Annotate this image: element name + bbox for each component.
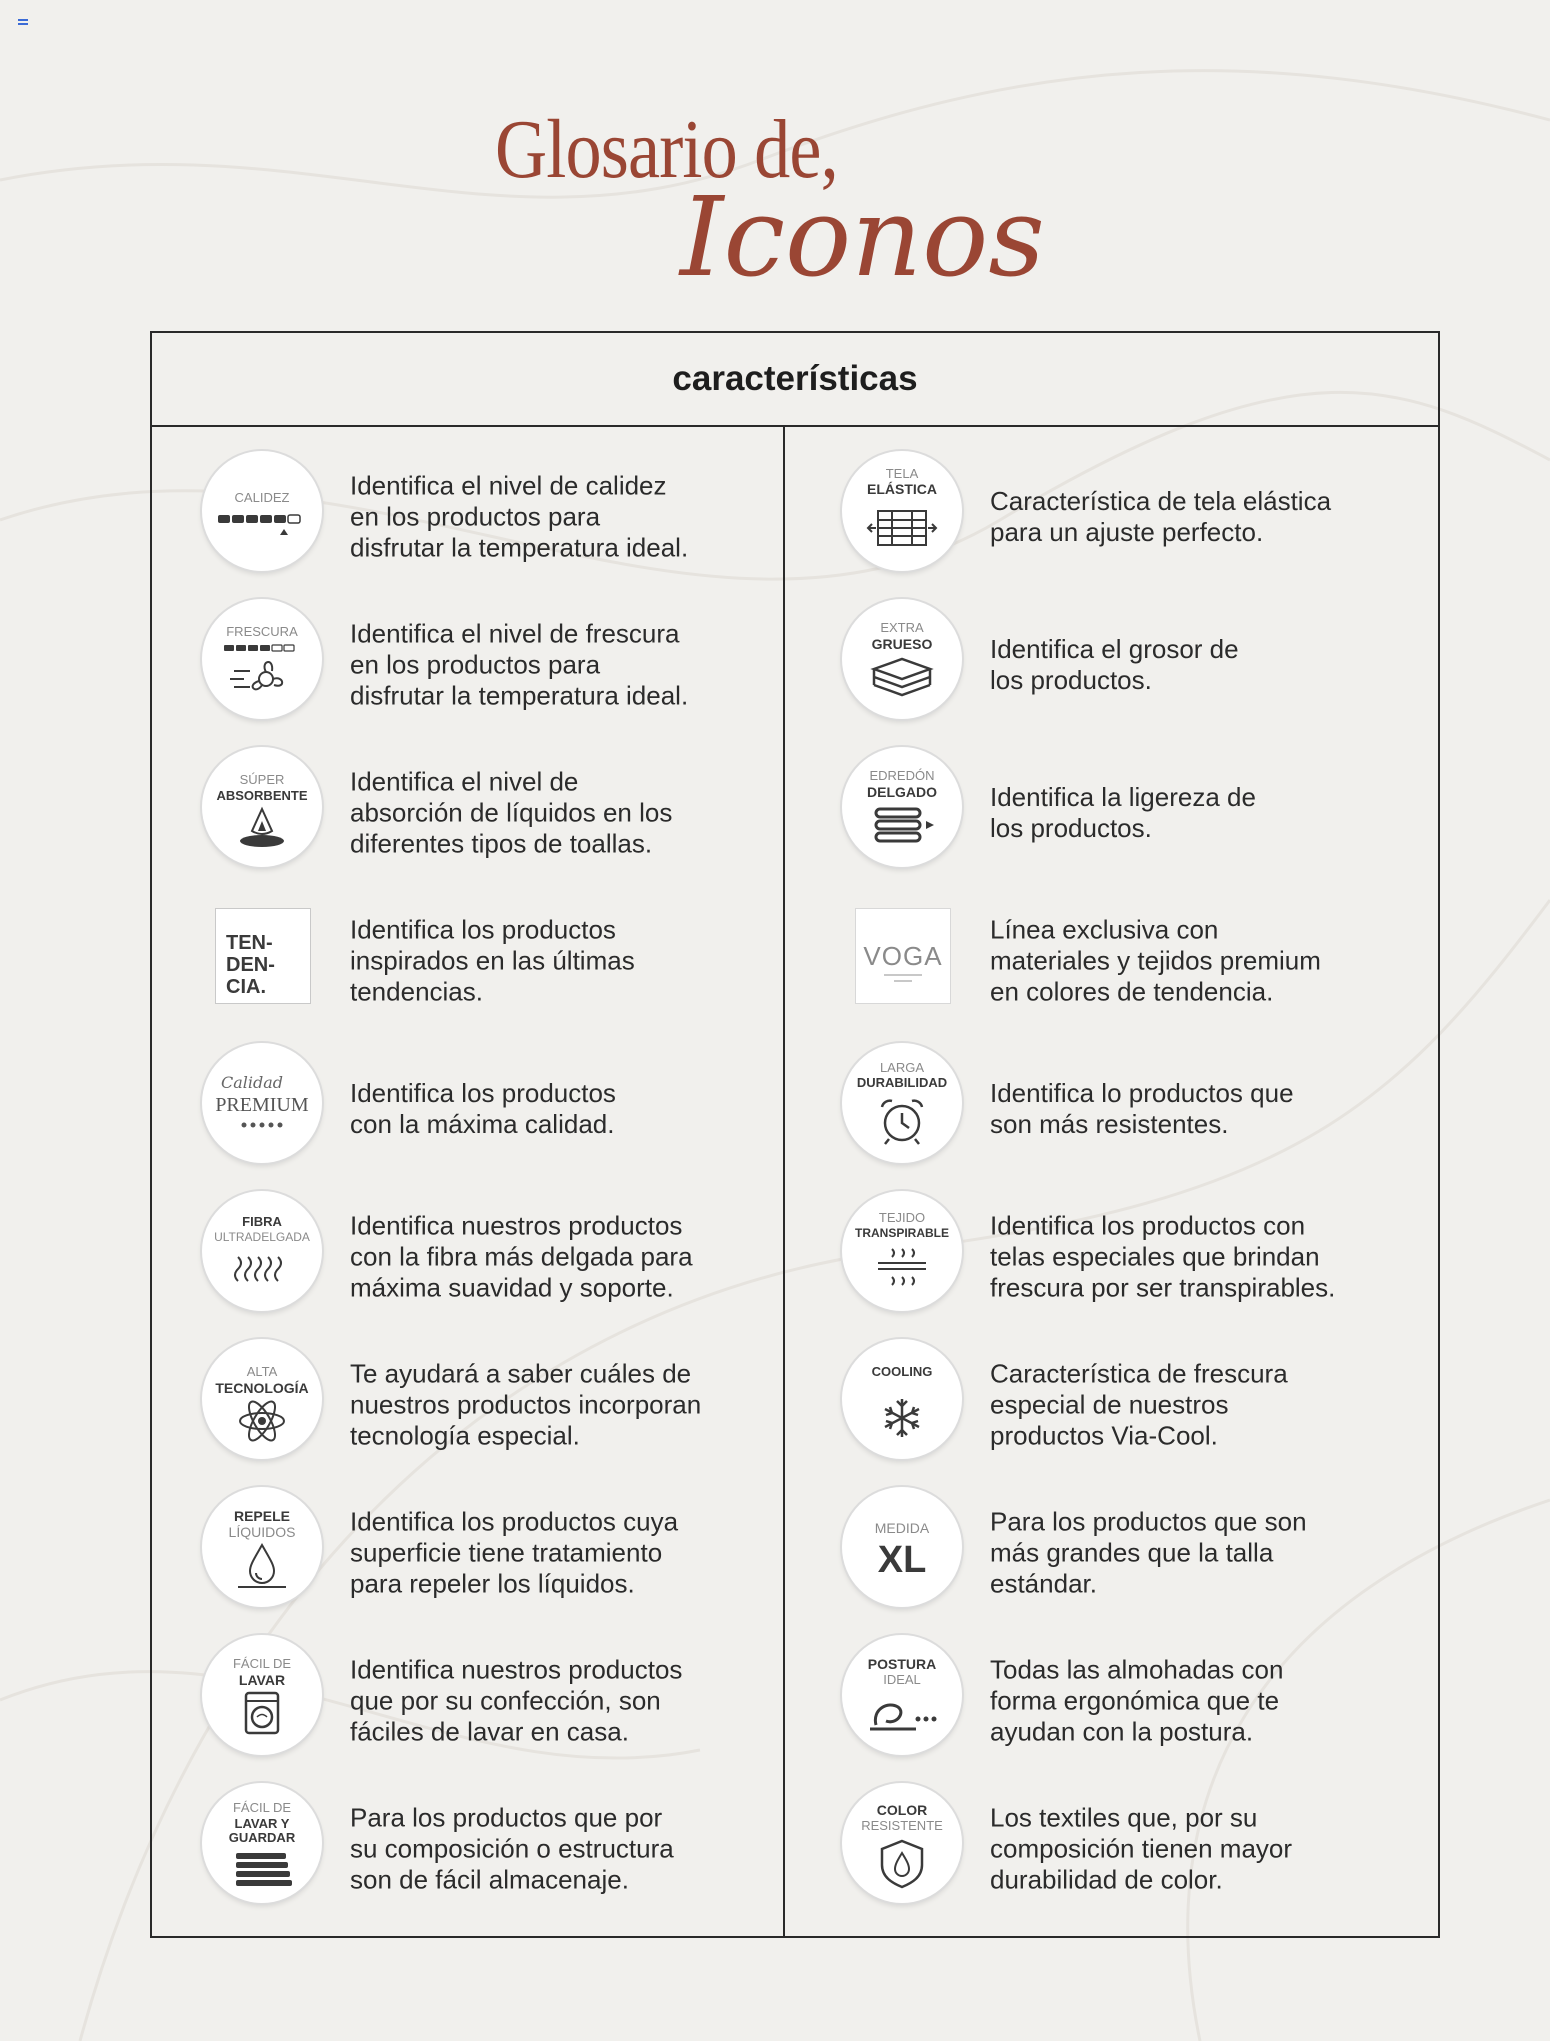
tejido-transpirable-icon [842, 1191, 962, 1311]
item-description: Identifica el grosor de los productos. [990, 634, 1239, 695]
icon-label-bottom: DURABILIDAD [856, 1075, 948, 1090]
medida-xl-icon [842, 1487, 962, 1607]
icon-label-bottom: IDEAL [883, 1672, 921, 1687]
icon-label-bottom: TECNOLOGÍA [215, 1380, 309, 1396]
cooling-icon [842, 1339, 962, 1459]
fibra-ultradelgada-icon [202, 1191, 322, 1311]
item-description: Identifica lo productos que son más resistentes. [990, 1078, 1294, 1139]
item-description: Identifica los productos cuya superficie tiene tratamiento para repeler los líquidos. [350, 1506, 679, 1599]
glossary-item-tejido-transpirable [842, 1183, 1442, 1331]
glossary-item-calidez [202, 443, 802, 591]
item-description: Identifica la ligereza de los productos. [990, 782, 1256, 843]
item-description: Identifica los productos inspirados en las últimas tendencias. [350, 914, 635, 1007]
calidez-icon [202, 451, 322, 571]
icon-label-bottom: XL [877, 1539, 927, 1581]
item-description: Identifica el nivel de calidez en los productos para disfrutar la temperatura ideal. [350, 470, 689, 563]
color-resistente-icon [842, 1783, 962, 1903]
icon-label: COOLING [871, 1364, 933, 1379]
icon-label-bottom: TRANSPIRABLE [854, 1226, 949, 1240]
extra-grueso-icon [842, 599, 962, 719]
icon-label-bottom: GRUESO [871, 636, 933, 652]
icon-label-top: FÁCIL DE [232, 1656, 292, 1671]
item-description: Identifica los productos con telas especiales que brindan frescura por ser transpirables. [990, 1210, 1336, 1303]
left-column [202, 443, 802, 1923]
icon-label-top: FÁCIL DE [232, 1800, 292, 1815]
item-description: Identifica el nivel de frescura en los productos para disfrutar la temperatura ideal. [350, 618, 689, 711]
item-description: Todas las almohadas con forma ergonómica que te ayudan con la postura. [990, 1654, 1284, 1747]
postura-ideal-icon [842, 1635, 962, 1755]
alta-tecnologia-icon [202, 1339, 322, 1459]
icon-label-line1: TEN- [226, 932, 273, 954]
icon-label-top: TEJIDO [878, 1210, 926, 1225]
icon-label-top: TELA [885, 466, 919, 481]
glossary-item-alta-tecnologia [202, 1331, 802, 1479]
icon-label-top: SÚPER [239, 772, 285, 787]
item-description: Identifica nuestros productos con la fibra más delgada para máxima suavidad y soporte. [350, 1210, 693, 1303]
glossary-item-fibra-ultradelgada [202, 1183, 802, 1331]
table-heading: características [152, 333, 1438, 427]
facil-de-lavar-icon [202, 1635, 322, 1755]
icon-label-bottom: ULTRADELGADA [214, 1230, 310, 1244]
super-absorbente-icon [202, 747, 322, 867]
icon-label: FRESCURA [226, 624, 298, 639]
icon-label-top: EDREDÓN [869, 768, 935, 783]
glossary-item-frescura [202, 591, 802, 739]
item-description: Identifica nuestros productos que por su confección, son fáciles de lavar en casa. [350, 1654, 683, 1747]
icon-label-bottom: ABSORBENTE [216, 788, 308, 803]
icon-label-bottom: LAVAR [238, 1672, 286, 1688]
icon-label-line3: CIA. [226, 976, 266, 998]
item-description: Característica de tela elástica para un ajuste perfecto. [990, 486, 1332, 547]
frescura-icon [202, 599, 322, 719]
icon-label-top: REPELE [233, 1508, 290, 1524]
icon-label-top: POSTURA [867, 1656, 937, 1672]
glossary-item-voga [842, 887, 1442, 1035]
page-title-line2: Iconos [680, 173, 1045, 301]
icon-label-bottom: LÍQUIDOS [228, 1524, 296, 1540]
item-description: Te ayudará a saber cuáles de nuestros productos incorporan tecnología especial. [350, 1358, 702, 1451]
icon-label-top: ALTA [246, 1364, 278, 1379]
glossary-item-super-absorbente [202, 739, 802, 887]
larga-durabilidad-icon [842, 1043, 962, 1163]
item-description: Para los productos que por su composición o estructura son de fácil almacenaje. [350, 1802, 674, 1895]
glossary-item-repele-liquidos [202, 1479, 802, 1627]
icon-label-top: LARGA [879, 1060, 925, 1075]
icon-label: CALIDEZ [234, 490, 290, 505]
icon-label-line2: DEN- [226, 954, 275, 976]
glossary-item-postura-ideal [842, 1627, 1442, 1775]
facil-de-lavar-y-guardar-icon [202, 1783, 322, 1903]
icon-label-top: FIBRA [242, 1214, 282, 1229]
item-description: Característica de frescura especial de nuestros productos Via-Cool. [990, 1358, 1288, 1451]
icon-label-bottom: ELÁSTICA [867, 481, 937, 497]
glossary-item-tendencia [202, 887, 802, 1035]
edredon-delgado-icon [842, 747, 962, 867]
item-description: Los textiles que, por su composición tienen mayor durabilidad de color. [990, 1802, 1293, 1895]
icon-label-top: EXTRA [880, 620, 924, 635]
glossary-item-medida-xl [842, 1479, 1442, 1627]
corner-menu-mark [18, 19, 28, 25]
item-description: Para los productos que son más grandes que la talla estándar. [990, 1506, 1307, 1599]
repele-liquidos-icon [202, 1487, 322, 1607]
glossary-item-larga-durabilidad [842, 1035, 1442, 1183]
right-column [842, 443, 1442, 1923]
calidad-premium-icon [202, 1043, 322, 1163]
glossary-item-tela-elastica [842, 443, 1442, 591]
item-description: Identifica el nivel de absorción de líquidos en los diferentes tipos de toallas. [350, 766, 673, 859]
glossary-item-color-resistente [842, 1775, 1442, 1923]
item-description: Línea exclusiva con materiales y tejidos premium en colores de tendencia. [990, 914, 1321, 1007]
glossary-item-calidad-premium [202, 1035, 802, 1183]
icon-label-top: MEDIDA [874, 1520, 930, 1536]
glossary-item-edredon-delgado [842, 739, 1442, 887]
tendencia-icon [215, 908, 311, 1004]
icon-label: VOGA [863, 941, 943, 971]
item-description: Identifica los productos con la máxima calidad. [350, 1078, 616, 1139]
icon-label-top: COLOR [876, 1802, 928, 1818]
page-title-line1: Glosario de, [495, 103, 838, 196]
tela-elastica-icon [842, 451, 962, 571]
glossary-item-extra-grueso [842, 591, 1442, 739]
glossary-table [150, 331, 1440, 1938]
icon-label-bottom: PREMIUM [215, 1094, 309, 1116]
glossary-item-facil-de-lavar [202, 1627, 802, 1775]
glossary-item-cooling [842, 1331, 1442, 1479]
icon-label-bottom: LAVAR Y GUARDAR [228, 1816, 296, 1845]
icon-label-bottom: DELGADO [867, 784, 937, 800]
icon-label-top: Calidad [220, 1073, 284, 1092]
voga-icon [855, 908, 951, 1004]
glossary-item-facil-de-lavar-y-guardar [202, 1775, 802, 1923]
icon-label-bottom: RESISTENTE [861, 1818, 943, 1833]
